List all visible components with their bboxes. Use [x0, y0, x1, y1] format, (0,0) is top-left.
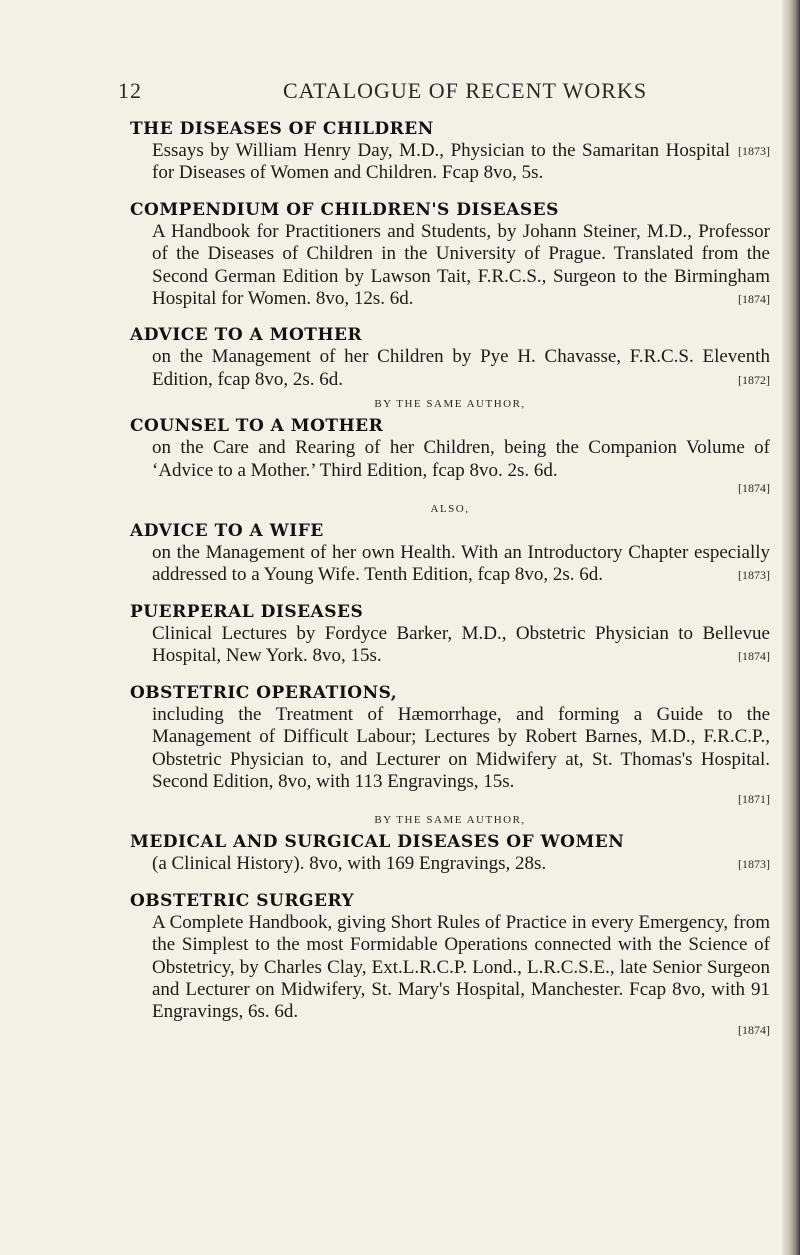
- running-head: CATALOGUE OF RECENT WORKS: [283, 78, 648, 103]
- entry-year: [1874]: [738, 292, 770, 307]
- catalogue-entry: [130, 601, 770, 668]
- catalogue-entry: [130, 199, 770, 311]
- entry-text: Essays by William Henry Day, M.D., Physician to the Samaritan Hospital for Diseases of Women and Children. Fcap 8vo, 5s.: [152, 140, 730, 184]
- entry-description: [152, 346, 770, 391]
- same-author-separator: BY THE SAME AUTHOR,: [374, 814, 526, 827]
- entry-text: Clinical Lectures by Fordyce Barker, M.D., Obstetric Physician to Bellevue Hospital, New York. 8vo, 15s.: [152, 622, 770, 667]
- entry-title: COUNSEL TO A MOTHER: [130, 416, 384, 437]
- catalogue-entry: [130, 520, 770, 587]
- entry-title: COMPENDIUM OF CHILDREN'S DISEASES: [130, 199, 559, 220]
- catalogue-entry: [130, 415, 770, 496]
- entry-description: [152, 853, 770, 875]
- page-edge-shadow: [782, 0, 800, 1255]
- entry-description: [152, 542, 770, 587]
- entry-year: [1873]: [738, 568, 770, 583]
- entry-year: [1873]: [738, 144, 770, 158]
- catalogue-entry: [130, 831, 770, 875]
- entry-description: [152, 704, 770, 808]
- entry-text: on the Management of her own Health. With an Introductory Chapter especially addressed to a Young Wife. Tenth Edition, fcap 8vo, 2s. 6d.: [152, 542, 770, 586]
- entry-year: [1874]: [738, 481, 770, 496]
- entry-description: [152, 623, 770, 668]
- entry-text: (a Clinical History). 8vo, with 169 Engravings, 28s.: [152, 853, 547, 875]
- entry-year: [1874]: [738, 649, 770, 664]
- entry-title: ADVICE TO A MOTHER: [130, 325, 363, 346]
- entry-title: ADVICE TO A WIFE: [130, 521, 324, 542]
- entry-title: PUERPERAL DISEASES: [130, 601, 364, 622]
- catalogue-entry: [130, 118, 770, 185]
- entry-text: A Handbook for Practitioners and Students, by Johann Steiner, M.D., Professor of the Diseases of Children in the University of Prague. Translated from the Second German Edition by Lawson Tait, F.R.C.S., Surgeon to the Birmingham Hospital for Women. 8vo, 12s. 6d.: [152, 220, 770, 310]
- entry-title: MEDICAL AND SURGICAL DISEASES OF WOMEN: [130, 832, 625, 853]
- entry-description: [152, 140, 770, 185]
- entry-text: including the Treatment of Hæmorrhage, and forming a Guide to the Management of Difficult Labour; Lectures by Robert Barnes, M.D., F.R.C.P., Obstetric Physician to, and Lecturer on Midwifery at, St. Thomas's Hospital. Second Edition, 8vo, with 113 Engravings, 15s.: [152, 703, 770, 792]
- entry-description: [152, 912, 770, 1038]
- entry-text: on the Care and Rearing of her Children, being the Companion Volume of ‘Advice to a Mother.’ Third Edition, fcap 8vo. 2s. 6d.: [152, 437, 770, 481]
- entry-text: on the Management of her Children by Pye H. Chavasse, F.R.C.S. Eleventh Edition, fcap 8vo, 2s. 6d.: [152, 346, 770, 390]
- catalogue-entries: [130, 118, 770, 1038]
- page-header: [0, 78, 800, 108]
- entry-year: [1873]: [738, 857, 770, 872]
- entry-description: [152, 221, 770, 311]
- entry-year: [1872]: [738, 372, 770, 387]
- catalogue-entry: [130, 890, 770, 1038]
- also-separator: ALSO,: [430, 503, 470, 516]
- entry-text: A Complete Handbook, giving Short Rules of Practice in every Emergency, from the Simplest to the most Formidable Operations connected with the Science of Obstetricy, by Charles Clay, Ext.L.R.C.P. Lond., L.R.C.S.E., late Senior Surgeon and Lecturer on Midwifery, St. Mary's Hospital, Manchester. Fcap 8vo, with 91 Engravings, 6s. 6d.: [152, 911, 770, 1023]
- entry-title: OBSTETRIC OPERATIONS,: [130, 682, 398, 703]
- entry-year: [1874]: [738, 1022, 770, 1037]
- entry-title: OBSTETRIC SURGERY: [130, 890, 355, 911]
- catalogue-entry: [130, 324, 770, 391]
- page-number: 12: [118, 78, 142, 103]
- entry-year: [1871]: [738, 792, 770, 807]
- entry-title: THE DISEASES OF CHILDREN: [130, 119, 434, 139]
- catalogue-entry: [130, 682, 770, 808]
- entry-description: [152, 437, 770, 496]
- same-author-separator: BY THE SAME AUTHOR,: [374, 398, 526, 411]
